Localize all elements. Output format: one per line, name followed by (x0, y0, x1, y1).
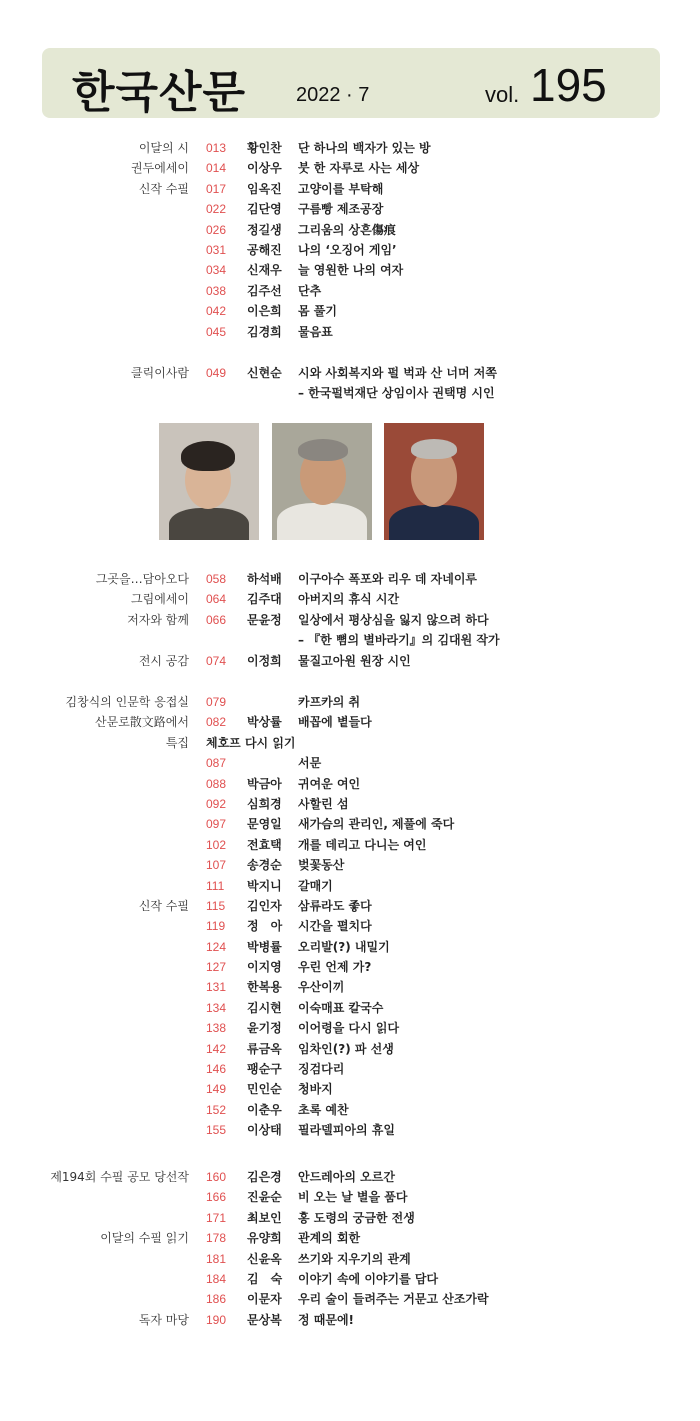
toc-page-number: 155 (206, 1123, 227, 1138)
toc-author: 송경순 (247, 858, 282, 873)
toc-author: 전효택 (247, 837, 282, 852)
toc-title: 우산이끼 (298, 980, 345, 995)
toc-page-number: 181 (206, 1251, 227, 1266)
toc-author: 김시현 (247, 1000, 282, 1015)
toc-author: 문윤정 (247, 612, 282, 627)
toc-author: 박지니 (247, 878, 282, 893)
magazine-header (42, 48, 660, 118)
toc-row[interactable] (0, 1310, 700, 1330)
portrait-photo-1 (159, 423, 259, 540)
toc-row[interactable] (0, 1100, 700, 1120)
toc-author: 정길생 (247, 222, 282, 237)
toc-page-number: 102 (206, 837, 227, 852)
toc-category: 신작 수필 (138, 898, 189, 913)
toc-author: 이상태 (247, 1123, 282, 1138)
toc-row[interactable] (0, 240, 700, 260)
toc-page-number: 058 (206, 572, 227, 586)
toc-page-number: 119 (206, 919, 226, 934)
toc-title: – 『한 뼘의 별바라기』의 김대원 작가 (298, 633, 500, 648)
toc-page-number: 097 (206, 817, 227, 832)
toc-author: 이춘우 (247, 1102, 282, 1117)
toc-author: 신현순 (247, 366, 282, 380)
toc-feature-heading: 체호프 다시 읽기 (206, 735, 296, 750)
toc-row[interactable] (0, 589, 700, 609)
toc-author: 김주대 (247, 592, 282, 607)
toc-title: 새가슴의 관리인, 제풀에 죽다 (298, 817, 455, 832)
toc-row[interactable] (0, 794, 700, 814)
toc-category: 저자와 함께 (127, 612, 189, 627)
toc-page-number: 124 (206, 939, 227, 954)
toc-page-number: 014 (206, 161, 227, 176)
toc-page-number: 131 (206, 980, 227, 995)
toc-title: 이숙매표 칼국수 (298, 1000, 384, 1015)
toc-title: 청바지 (298, 1082, 333, 1097)
toc-page-number: 026 (206, 222, 227, 237)
toc-author: 팽순구 (247, 1062, 282, 1077)
toc-row[interactable] (0, 199, 700, 219)
toc-section (0, 1167, 700, 1330)
issue-date: 2022 · 7 (296, 84, 370, 106)
toc-title: 징검다리 (298, 1062, 345, 1077)
toc-row[interactable] (0, 138, 700, 158)
toc-category: 클릭이사람 (131, 366, 189, 380)
toc-page-number: 045 (206, 324, 227, 339)
toc-author: 김인자 (247, 898, 282, 913)
toc-title: 단 하나의 백자가 있는 방 (298, 141, 431, 155)
toc-author: 최보인 (247, 1210, 282, 1225)
toc-author: 이문자 (247, 1292, 282, 1307)
toc-title: 사할린 섬 (298, 796, 349, 811)
toc-page-number: 049 (206, 366, 227, 380)
toc-row[interactable] (0, 363, 700, 383)
toc-category: 특집 (165, 735, 189, 750)
toc-title: 서문 (298, 756, 322, 771)
toc-row[interactable] (0, 712, 700, 732)
toc-title: 카프카의 취 (298, 695, 361, 709)
toc-title: 배꼽에 볕들다 (298, 715, 372, 730)
toc-row[interactable] (0, 383, 700, 403)
portrait-photo-2 (272, 423, 372, 540)
toc-row[interactable] (0, 753, 700, 773)
toc-title: 고양이를 부탁해 (298, 181, 384, 196)
toc-row[interactable] (0, 998, 700, 1018)
toc-row[interactable] (0, 651, 700, 671)
toc-page-number: 190 (206, 1312, 227, 1327)
toc-title: 벚꽃동산 (298, 858, 345, 873)
toc-author: 김은경 (247, 1170, 282, 1184)
toc-page-number: 115 (206, 898, 226, 913)
toc-page-number: 066 (206, 612, 227, 627)
toc-row[interactable] (0, 1228, 700, 1248)
toc-title: 그리움의 상흔傷痕 (298, 222, 396, 237)
toc-section (0, 692, 700, 1141)
toc-title: 귀여운 여인 (298, 776, 361, 791)
toc-row[interactable] (0, 692, 700, 712)
toc-page-number: 079 (206, 695, 227, 709)
toc-row[interactable] (0, 220, 700, 240)
toc-category: 이달의 수필 읽기 (100, 1231, 189, 1246)
toc-page-number: 034 (206, 263, 227, 278)
toc-page-number: 017 (206, 181, 227, 196)
toc-row[interactable] (0, 260, 700, 280)
toc-title: 물음표 (298, 324, 333, 339)
toc-row[interactable] (0, 1269, 700, 1289)
toc-row[interactable] (0, 896, 700, 916)
toc-page-number: 088 (206, 776, 227, 791)
toc-title: 우리 술이 들려주는 거문고 산조가락 (298, 1292, 489, 1307)
toc-row[interactable] (0, 957, 700, 977)
toc-title: 늘 영원한 나의 여자 (298, 263, 404, 278)
toc-row[interactable] (0, 569, 700, 589)
toc-author: 박금아 (247, 776, 282, 791)
toc-category: 권두에세이 (131, 161, 189, 176)
toc-author: 문상복 (247, 1312, 282, 1327)
toc-page-number: 171 (206, 1210, 227, 1225)
toc-author: 심희경 (247, 796, 282, 811)
toc-row[interactable] (0, 1018, 700, 1038)
toc-title: 홍 도령의 궁금한 전생 (298, 1210, 415, 1225)
toc-row[interactable] (0, 1039, 700, 1059)
toc-row[interactable] (0, 774, 700, 794)
toc-title: 몸 풀기 (298, 304, 337, 319)
toc-row[interactable] (0, 1167, 700, 1187)
toc-title: 이구아수 폭포와 리우 데 자네이루 (298, 572, 478, 586)
toc-row[interactable] (0, 876, 700, 896)
toc-title: 안드레아의 오르간 (298, 1170, 395, 1184)
portrait-photo-3 (384, 423, 484, 540)
toc-author: 박상률 (247, 715, 282, 730)
toc-title: 나의 ‘오징어 게임’ (298, 242, 397, 257)
volume-label: vol. (485, 82, 520, 107)
toc-title: 단추 (298, 283, 322, 298)
toc-row[interactable] (0, 814, 700, 834)
toc-row[interactable] (0, 1187, 700, 1207)
toc-author: 김 숙 (247, 1271, 283, 1286)
toc-title: 우린 언제 가? (298, 960, 372, 975)
toc-page-number: 146 (206, 1062, 227, 1077)
toc-title: 구름빵 제조공장 (298, 202, 384, 217)
toc-page-number: 152 (206, 1102, 227, 1117)
toc-author: 임옥진 (247, 181, 282, 196)
toc-section (0, 569, 700, 671)
toc-title: 관계의 회한 (298, 1231, 361, 1246)
toc-author: 김경희 (247, 324, 282, 339)
toc-row[interactable] (0, 630, 700, 650)
toc-page-number: 111 (206, 878, 225, 893)
toc-author: 이은희 (247, 304, 282, 319)
toc-row[interactable] (0, 158, 700, 178)
toc-title: 정 때문에! (298, 1312, 355, 1327)
toc-page-number: 092 (206, 796, 227, 811)
toc-author: 박병률 (247, 939, 282, 954)
toc-author: 한복용 (247, 980, 282, 995)
toc-title: 초록 예찬 (298, 1102, 349, 1117)
toc-row[interactable] (0, 916, 700, 936)
toc-title: – 한국펄벅재단 상임이사 권택명 시인 (298, 386, 495, 401)
toc-page-number: 031 (206, 242, 227, 257)
toc-page-number: 160 (206, 1170, 227, 1184)
toc-row[interactable] (0, 1079, 700, 1099)
toc-title: 삼류라도 좋다 (298, 898, 372, 913)
toc-author: 김단영 (247, 202, 282, 217)
toc-row[interactable] (0, 610, 700, 630)
toc-author: 민인순 (247, 1082, 282, 1097)
toc-category: 전시 공감 (138, 653, 189, 668)
toc-title: 이야기 속에 이야기를 담다 (298, 1271, 439, 1286)
toc-title: 시간을 펼치다 (298, 919, 372, 934)
toc-row[interactable] (0, 301, 700, 321)
toc-row[interactable] (0, 281, 700, 301)
toc-page-number: 138 (206, 1021, 227, 1036)
toc-page-number: 087 (206, 756, 227, 771)
toc-author: 유양희 (247, 1231, 282, 1246)
volume-number: 195 (530, 59, 607, 111)
toc-page-number: 042 (206, 304, 227, 319)
toc-row[interactable] (0, 977, 700, 997)
toc-page-number: 142 (206, 1041, 227, 1056)
toc-row[interactable] (0, 1289, 700, 1309)
toc-row[interactable] (0, 179, 700, 199)
toc-row[interactable] (0, 1208, 700, 1228)
toc-row[interactable] (0, 1120, 700, 1140)
toc-page-number: 184 (206, 1271, 227, 1286)
toc-title: 오리발(?) 내밀기 (298, 939, 390, 954)
toc-page-number: 082 (206, 715, 227, 730)
toc-row[interactable] (0, 835, 700, 855)
toc-row[interactable] (0, 937, 700, 957)
toc-title: 아버지의 휴식 시간 (298, 592, 400, 607)
toc-author: 황인찬 (247, 141, 282, 155)
toc-title: 필라델피아의 휴일 (298, 1123, 395, 1138)
toc-author: 이정희 (247, 653, 282, 668)
toc-category: 그곳을…담아오다 (95, 572, 189, 586)
toc-title: 임차인(?) 파 선생 (298, 1041, 394, 1056)
toc-category: 김창식의 인문학 응접실 (65, 695, 189, 709)
toc-category: 산문로散文路에서 (95, 715, 189, 730)
toc-row[interactable] (0, 1059, 700, 1079)
toc-author: 이지영 (247, 960, 282, 975)
toc-author: 정 아 (247, 919, 283, 934)
toc-title: 개를 데리고 다니는 여인 (298, 837, 427, 852)
toc-category: 독자 마당 (138, 1312, 189, 1327)
toc-author: 하석배 (247, 572, 282, 586)
toc-section (0, 138, 700, 342)
toc-author: 이상우 (247, 161, 282, 176)
toc-title: 비 오는 날 별을 품다 (298, 1190, 408, 1205)
toc-category: 이달의 시 (138, 141, 189, 155)
toc-title: 시와 사회복지와 펄 벅과 산 너머 저쪽 (298, 366, 497, 380)
magazine-logo: 한국산문 (72, 67, 247, 118)
toc-page-number: 038 (206, 283, 227, 298)
toc-page-number: 134 (206, 1000, 227, 1015)
toc-page-number: 064 (206, 592, 227, 607)
toc-title: 쓰기와 지우기의 관계 (298, 1251, 411, 1266)
toc-page-number: 013 (206, 141, 227, 155)
toc-title: 이어령을 다시 읽다 (298, 1021, 400, 1036)
toc-author: 공해진 (247, 242, 282, 257)
toc-row[interactable] (0, 855, 700, 875)
toc-page-number: 186 (206, 1292, 227, 1307)
toc-category: 신작 수필 (138, 181, 189, 196)
toc-author: 신윤옥 (247, 1251, 282, 1266)
toc-title: 물질고아원 원장 시인 (298, 653, 411, 668)
toc-row[interactable] (0, 1249, 700, 1269)
toc-category: 그림에세이 (131, 592, 189, 607)
toc-author: 진윤순 (247, 1190, 282, 1205)
toc-row[interactable] (0, 322, 700, 342)
toc-category: 제194회 수필 공모 당선작 (50, 1170, 189, 1184)
toc-author: 신재우 (247, 263, 282, 278)
toc-title: 붓 한 자루로 사는 세상 (298, 161, 420, 176)
toc-author: 김주선 (247, 283, 282, 298)
toc-author: 윤기정 (247, 1021, 282, 1036)
toc-author: 문영일 (247, 817, 282, 832)
toc-page-number: 022 (206, 202, 227, 217)
toc-row[interactable] (0, 733, 700, 753)
toc-section (0, 363, 700, 404)
toc-title: 일상에서 평상심을 잃지 않으려 하다 (298, 612, 489, 627)
toc-page-number: 149 (206, 1082, 227, 1097)
toc-title: 갈매기 (298, 878, 333, 893)
toc-page-number: 107 (206, 858, 227, 873)
toc-author: 류금옥 (247, 1041, 282, 1056)
toc-page-number: 166 (206, 1190, 227, 1205)
toc-page-number: 074 (206, 653, 227, 668)
toc-page-number: 178 (206, 1231, 227, 1246)
toc-page-number: 127 (206, 960, 227, 975)
